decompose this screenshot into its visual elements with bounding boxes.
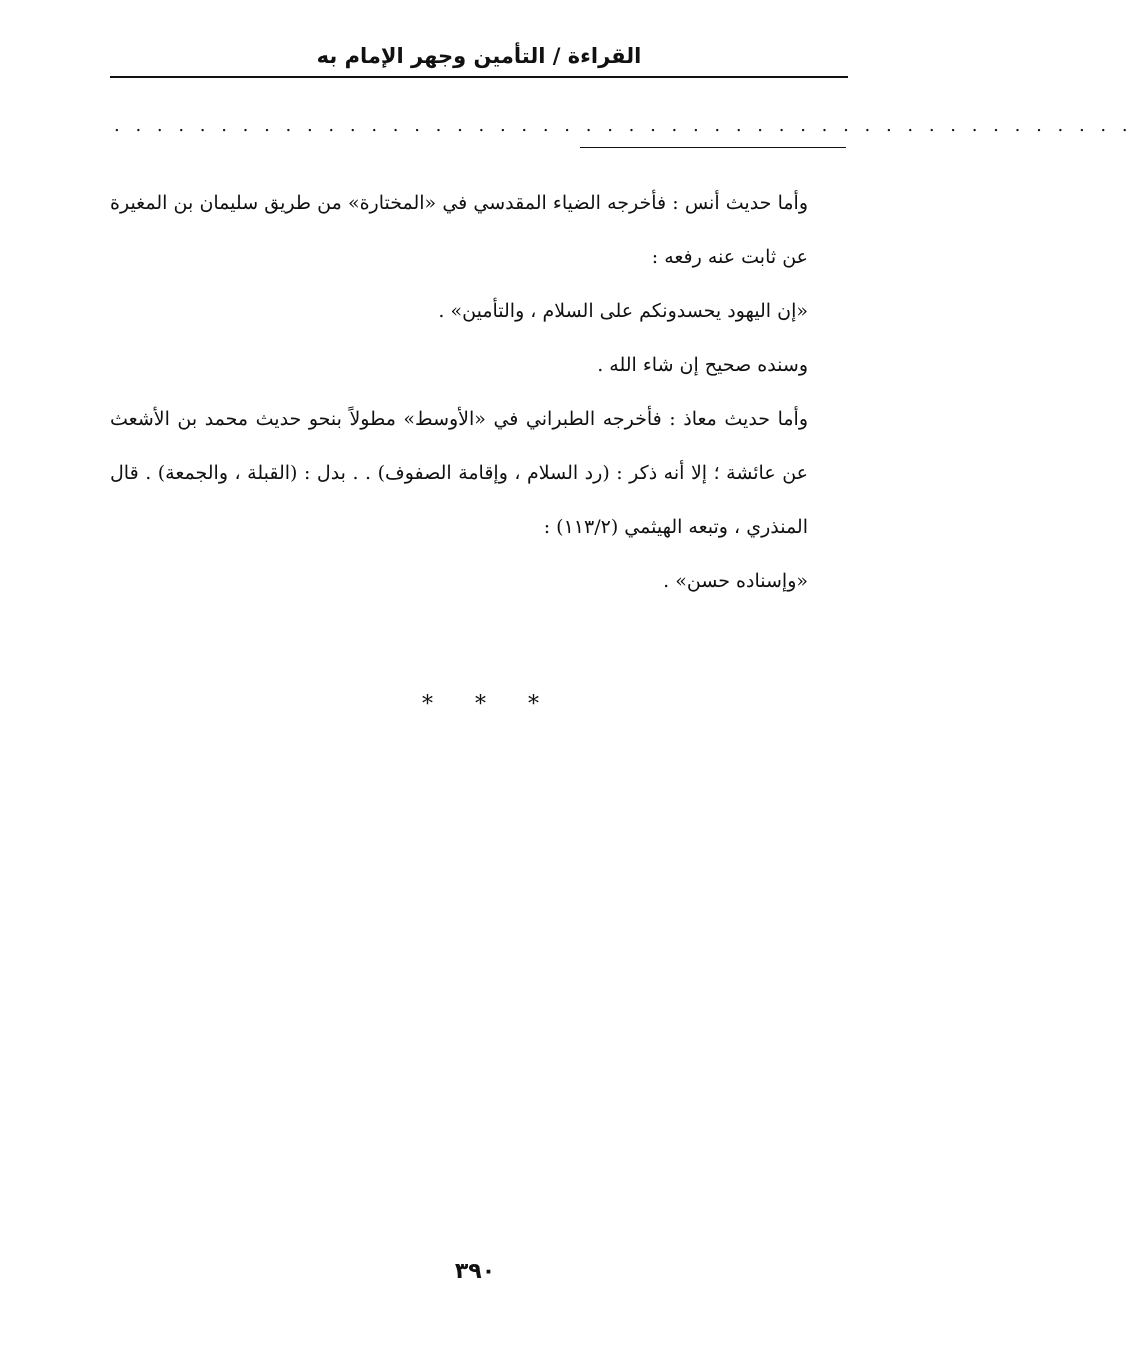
section-rule [580,147,846,148]
body-text [110,176,848,608]
paragraph-isnad-sahih: وسنده صحيح إن شاء الله . [597,354,808,376]
paragraph-muadh-hadith: وأما حديث معاذ : فأخرجه الطبراني في «الأوسط» مطولاً بنحو حديث محمد بن الأشعث عن عائشة ؛ إلا أنه ذكر : (رد السلام ، وإقامة الصفوف) . . بدل : (القبلة ، والجمعة) . قال المنذري ، وتبعه الهيثمي (١١٣/٢) : [110,408,808,538]
dotted-separator: . . . . . . . . . . . . . . . . . . . . . . . . . . . . . . . . . . . . . . . . . . . . . . . . [114,115,1133,136]
running-head: القراءة / التأمين وجهر الإمام به [316,44,642,68]
quote-isnad-hasan: «وإسناده حسن» . [663,570,808,592]
header-rule [110,76,848,78]
page-number: ٣٩٠ [454,1259,496,1284]
section-end-ornament: *** [422,692,581,717]
paragraph-anas-hadith: وأما حديث أنس : فأخرجه الضياء المقدسي في «المختارة» من طريق سليمان بن المغيرة عن ثابت عنه رفعه : [110,192,808,268]
quote-hadith-text: «إن اليهود يحسدونكم على السلام ، والتأمين» . [438,300,808,322]
